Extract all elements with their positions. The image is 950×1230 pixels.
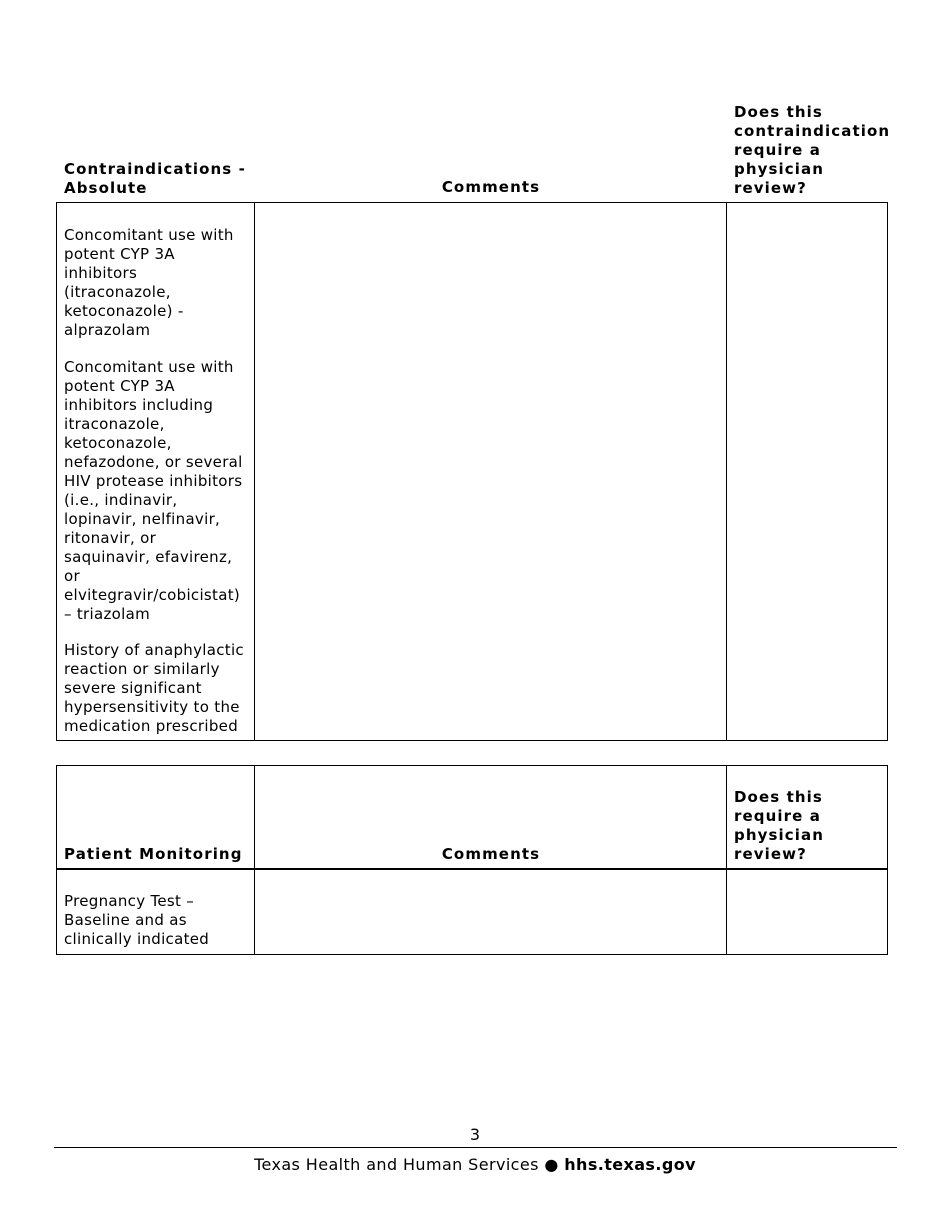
physician-review-header: Does this contraindication require a physician review?: [734, 103, 891, 197]
monitoring-comments-cell[interactable]: [255, 870, 726, 954]
contraindication-item: Concomitant use with potent CYP 3A inhibitors (itraconazole, ketoconazole) - alprazolam: [64, 226, 234, 339]
contraindication-review-cell[interactable]: [727, 203, 887, 740]
comments-header: Comments: [441, 178, 541, 196]
contraindication-comments-cell[interactable]: [255, 203, 726, 740]
comments-header: Comments: [441, 845, 541, 863]
footer: [0, 1155, 950, 1175]
patient-monitoring-header: Patient Monitoring: [64, 845, 243, 863]
footer-org: Texas Health and Human Services: [254, 1155, 539, 1174]
monitoring-item: Pregnancy Test – Baseline and as clinically indicated: [64, 892, 210, 948]
contraindication-item: History of anaphylactic reaction or similarly severe significant hypersensitivity to the medication prescribed: [64, 641, 244, 735]
footer-bullet: ●: [544, 1155, 559, 1174]
contraindications-header: Contraindications - Absolute: [64, 160, 246, 197]
monitoring-review-cell[interactable]: [727, 870, 887, 954]
footer-website[interactable]: hhs.texas.gov: [564, 1155, 696, 1174]
contraindication-item: Concomitant use with potent CYP 3A inhibitors including itraconazole, ketoconazole, nefazodone, or several HIV protease inhibitors (i.e., indinavir, lopinavir, nelfinavir, ritonavir, or saquinavir, efavirenz, or elvitegravir/cobicistat) – triazolam: [64, 358, 243, 623]
page-number: 3: [469, 1125, 481, 1144]
physician-review-header: Does this require a physician review?: [734, 788, 824, 863]
footer-divider: [54, 1147, 897, 1148]
